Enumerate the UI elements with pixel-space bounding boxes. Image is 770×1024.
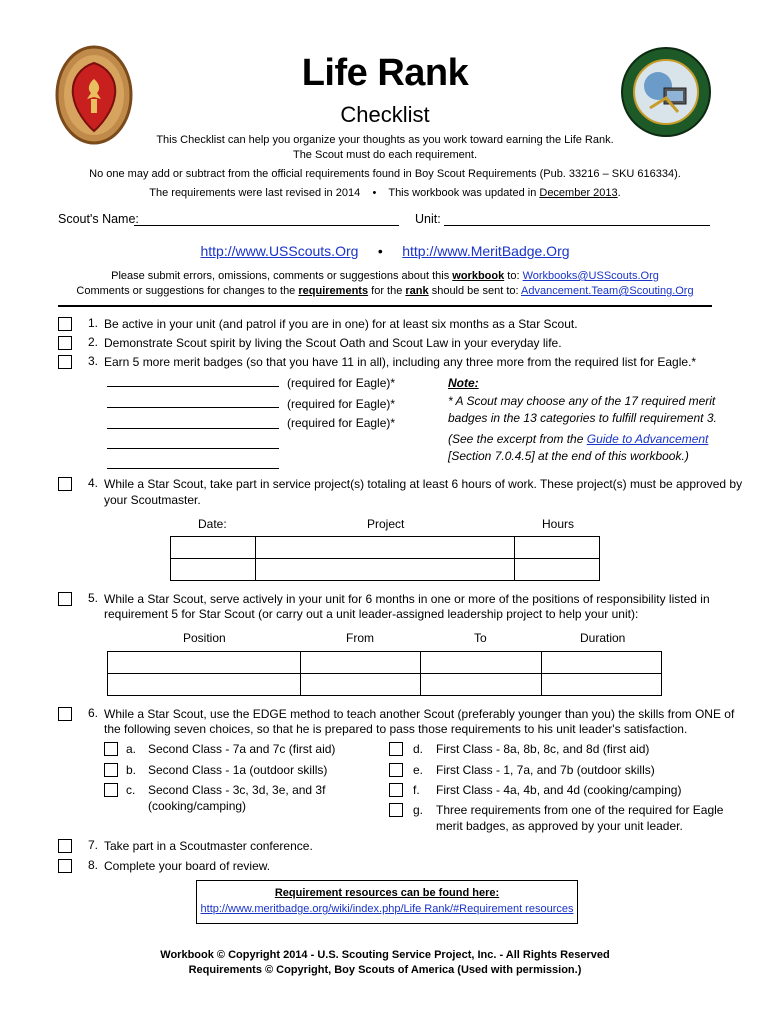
table-cell[interactable] [542,674,662,696]
req-4-number: 4. [88,476,99,490]
scout-name-field[interactable] [134,225,399,226]
badge-blank-3-label: (required for Eagle)* [287,416,396,430]
usscouts-link[interactable]: http://www.USScouts.Org [200,243,359,259]
req-8-checkbox[interactable] [58,859,72,873]
req-6b-letter: b. [126,763,137,777]
req-5-number: 5. [88,591,99,605]
table-cell[interactable] [542,652,662,674]
badge-blank-1-label: (required for Eagle)* [287,376,396,390]
req-5-text-2: requirement 5 for Star Scout (or carry out a unit leader-assigned leadership project to help your unit): [104,607,639,621]
req-1-text: Be active in your unit (and patrol if you are in one) for at least six months as a Star Scout. [104,317,578,331]
revision-bullet: • [372,187,377,199]
req-6g-checkbox[interactable] [389,803,403,817]
badge-blank-3[interactable] [107,428,279,429]
req-6c-text-2: (cooking/camping) [148,799,247,813]
submit-text-b: to: [507,270,520,282]
req-3-text: Earn 5 more merit badges (so that you have 11 in all), including any three more from the required list for Eagle.* [104,355,697,369]
updated-text: This workbook was updated in [388,187,537,199]
page-title: Life Rank [301,52,469,94]
req-6a-letter: a. [126,742,137,756]
unit-field[interactable] [444,225,710,226]
submit-text-a: Please submit errors, omissions, comments or suggestions about this [111,270,450,282]
req-8-number: 8. [88,858,99,872]
table-cell[interactable] [171,559,256,581]
req-1-checkbox[interactable] [58,317,72,331]
table-cell[interactable] [515,559,600,581]
submit-line-1 [0,269,770,283]
req-6a-checkbox[interactable] [104,742,118,756]
req-6a-text: Second Class - 7a and 7c (first aid) [148,742,336,756]
positions-table [107,651,662,696]
table-row [171,537,600,559]
req-6g-text-2: merit badges, as approved by your unit leader. [436,819,683,833]
req-6b-checkbox[interactable] [104,763,118,777]
req-6d-checkbox[interactable] [389,742,403,756]
badge-blank-4[interactable] [107,448,279,449]
revision-line [0,186,770,200]
service-hours-table [170,536,600,581]
note-line-2: badges in the 13 categories to fulfill requirement 3. [448,411,717,425]
req-4-checkbox[interactable] [58,477,72,491]
req-6e-text: First Class - 1, 7a, and 7b (outdoor skills) [436,763,655,777]
req-6f-checkbox[interactable] [389,783,403,797]
req-4-text-1: While a Star Scout, take part in service project(s) totaling at least 6 hours of work. These project(s) must be approved by [104,477,743,491]
req-6b-text: Second Class - 1a (outdoor skills) [148,763,328,777]
req-7-checkbox[interactable] [58,839,72,853]
req-6c-letter: c. [126,783,136,797]
req-6g-text: Three requirements from one of the required for Eagle [436,803,724,817]
links-bullet: • [377,243,383,259]
position-table-from-header: From [346,631,374,645]
page-subtitle: Checklist [340,102,430,127]
req-6d-letter: d. [413,742,424,756]
position-table-duration-header: Duration [580,631,626,645]
resources-box [196,880,578,924]
req-6-text-1: While a Star Scout, use the EDGE method to teach another Scout (preferably younger than you) the skills from ONE of [104,707,735,721]
req-6d-text: First Class - 8a, 8b, 8c, and 8d (first aid) [436,742,650,756]
req-7-number: 7. [88,838,99,852]
req-5-text-1: While a Star Scout, serve actively in your unit for 6 months in one or more of the positions of responsibility listed in [104,592,710,606]
req-3-number: 3. [88,354,99,368]
updated-date: December 2013 [539,187,618,199]
revised-text: The requirements were last revised in 2014 [149,187,361,199]
submit-line-2 [0,284,770,298]
badge-blank-2[interactable] [107,407,279,408]
table-row [108,674,662,696]
req-8-text: Complete your board of review. [104,859,271,873]
position-table-to-header: To [474,631,487,645]
badge-blank-1[interactable] [107,386,279,387]
req-2-checkbox[interactable] [58,336,72,350]
req-6g-letter: g. [413,803,424,817]
note-title: Note: [448,376,479,390]
footer-copyright-requirements: Requirements © Copyright, Boy Scouts of America (Used with permission.) [188,964,582,976]
workbooks-email-link[interactable]: Workbooks@USScouts.Org [522,270,659,282]
resources-link[interactable]: http://www.meritbadge.org/wiki/index.php/Life Rank/#Requirement resources [200,903,574,915]
note-line-4: [Section 7.0.4.5] at the end of this workbook.) [448,449,689,463]
intro-line-2: The Scout must do each requirement. [292,149,478,161]
req-6e-checkbox[interactable] [389,763,403,777]
scout-name-label: Scout's Name: [58,212,139,226]
resources-title: Requirement resources can be found here: [274,887,500,899]
table-cell[interactable] [300,652,421,674]
submit-text-c: Comments or suggestions for changes to the [76,285,296,297]
table-cell[interactable] [171,537,256,559]
req-4-text-2: your Scoutmaster. [104,493,201,507]
table-cell[interactable] [255,559,514,581]
table-cell[interactable] [108,674,301,696]
req-6c-text: Second Class - 3c, 3d, 3e, and 3f [148,783,326,797]
req-1-number: 1. [88,316,99,330]
guide-to-advancement-link[interactable]: Guide to Advancement [586,432,709,446]
req-2-text: Demonstrate Scout spirit by living the Scout Oath and Scout Law in your everyday life. [104,336,562,350]
intro-line-1: This Checklist can help you organize your thoughts as you work toward earning the Life Rank. [156,134,614,146]
req-6f-text: First Class - 4a, 4b, and 4d (cooking/camping) [436,783,682,797]
submit-text-e: should be sent to: [431,285,519,297]
table-cell[interactable] [421,652,542,674]
table-cell[interactable] [108,652,301,674]
footer-copyright-workbook: Workbook © Copyright 2014 - U.S. Scouting Service Project, Inc. - All Rights Reserved [160,949,610,961]
req-3-checkbox[interactable] [58,355,72,369]
meritbadge-link[interactable]: http://www.MeritBadge.Org [402,243,570,259]
table-row [108,652,662,674]
position-table-position-header: Position [183,631,226,645]
req-6-text-2: the following seven choices, so that he is prepared to pass those requirements to his unit leader's satisfaction. [104,722,688,736]
req-6c-checkbox[interactable] [104,783,118,797]
table-cell[interactable] [421,674,542,696]
submit-workbook: workbook [452,270,505,282]
submit-text-d: for the [371,285,403,297]
req-6f-letter: f. [413,783,420,797]
service-table-project-header: Project [367,517,405,531]
table-cell[interactable] [515,537,600,559]
req-7-text: Take part in a Scoutmaster conference. [104,839,313,853]
service-table-hours-header: Hours [542,517,575,531]
req-2-number: 2. [88,335,99,349]
badge-blank-5[interactable] [107,468,279,469]
req-6-checkbox[interactable] [58,707,72,721]
table-row [171,559,600,581]
req-6e-letter: e. [413,763,424,777]
note-line-3-text: (See the excerpt from the [448,432,584,446]
website-links [0,243,770,259]
table-cell[interactable] [255,537,514,559]
intro-line-3: No one may add or subtract from the official requirements found in Boy Scout Requirements (Pub. 33216 – SKU 616334). [89,168,681,180]
submit-rank: rank [405,285,429,297]
note-line-1: * A Scout may choose any of the 17 required merit [448,394,716,408]
req-6-number: 6. [88,706,99,720]
note-line-3 [448,431,708,448]
req-5-checkbox[interactable] [58,592,72,606]
updated-period: . [617,187,621,199]
unit-label: Unit: [415,212,441,226]
service-table-date-header: Date: [198,517,227,531]
table-cell[interactable] [300,674,421,696]
advancement-email-link[interactable]: Advancement.Team@Scouting.Org [521,285,694,297]
submit-requirements: requirements [298,285,369,297]
badge-blank-2-label: (required for Eagle)* [287,397,396,411]
header-divider [58,305,712,307]
